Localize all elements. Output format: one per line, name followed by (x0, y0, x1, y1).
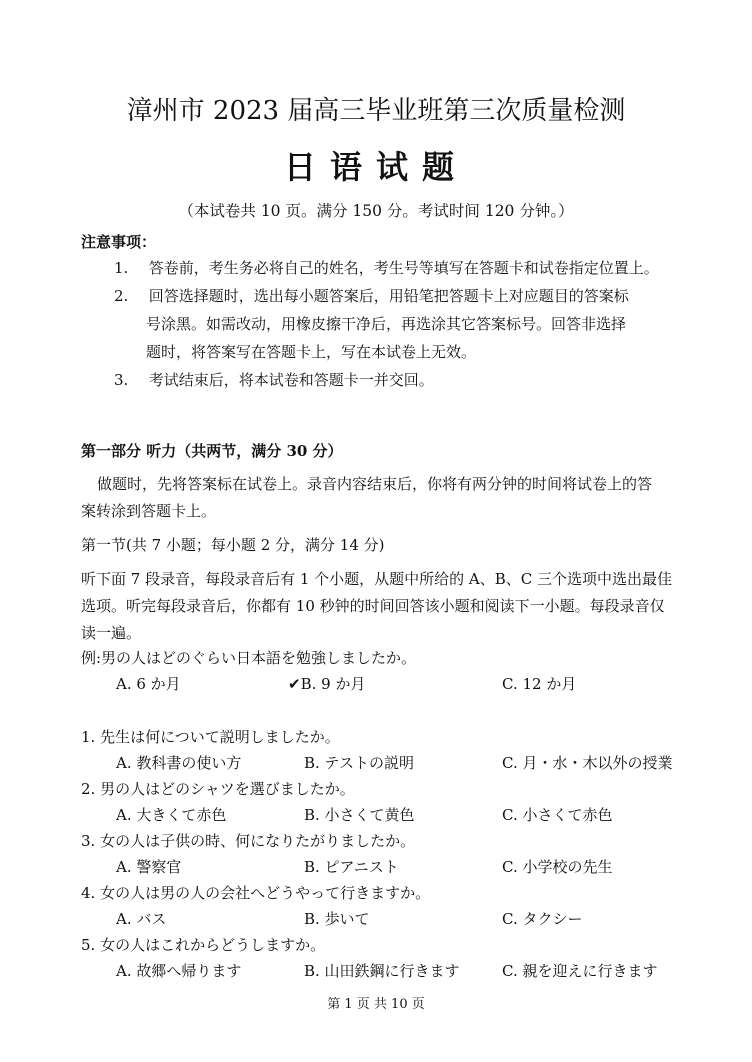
question-2-option-a: A. 大きくて赤色 (116, 806, 227, 824)
instruction-line: 选项。听完每段录音后，你都有 10 秒钟的时间回答该小题和阅读下一小题。每段录音仅 (81, 597, 665, 615)
question-4-option-b: B. 歩いて (304, 910, 370, 928)
section-heading: 第一节(共 7 小题；每小题 2 分，满分 14 分) (81, 536, 385, 554)
question-4: 4. 女の人は男の人の会社へどうやって行きますか。 (81, 884, 431, 902)
part1-intro-line: 案转涂到答题卡上。 (81, 502, 217, 520)
question-3-option-b: B. ピアニスト (304, 858, 399, 876)
notice-item-1 (114, 257, 659, 278)
question-1: 1. 先生は何について説明しましたか。 (81, 728, 340, 746)
notice-item-number: 3. (114, 371, 129, 389)
exam-title: 漳州市 2023 届高三毕业班第三次质量检测 (126, 96, 626, 126)
notice-item-2 (114, 285, 629, 306)
question-3: 3. 女の人は子供の時、何になりたがりましたか。 (81, 832, 416, 850)
checkmark-icon: ✔ (288, 675, 301, 693)
question-1-option-a: A. 教科書の使い方 (116, 754, 242, 772)
question-3-option-c: C. 小学校の先生 (502, 858, 613, 876)
notice-item-number: 2. (114, 287, 129, 305)
question-5-option-b: B. 山田鉄鋼に行きます (304, 962, 460, 980)
question-3-option-a: A. 警察官 (116, 858, 182, 876)
notice-item-3 (114, 369, 434, 390)
question-2-option-c: C. 小さくて赤色 (502, 806, 613, 824)
instruction-line: 听下面 7 段录音，每段录音后有 1 个小题，从题中所给的 A、B、C 三个选项中选出最佳 (81, 570, 673, 588)
notice-item-text: 答卷前，考生务必将自己的姓名，考生号等填写在答题卡和试卷指定位置上。 (148, 259, 659, 277)
question-4-option-a: A. バス (116, 910, 167, 928)
question-2-option-b: B. 小さくて黄色 (304, 806, 415, 824)
subject-title: 日语试题 (283, 148, 468, 186)
exam-info: （本试卷共 10 页。满分 150 分。考试时间 120 分钟。） (178, 202, 574, 220)
notice-heading: 注意事项： (81, 233, 157, 251)
page-footer: 第 1 页 共 10 页 (327, 997, 425, 1012)
question-4-option-c: C. タクシー (502, 910, 583, 928)
question-5: 5. 女の人はこれからどうしますか。 (81, 936, 326, 954)
notice-item-text: 考试结束后，将本试卷和答题卡一并交回。 (148, 371, 434, 389)
notice-item-text-continued: 题时，将答案写在答题卡上，写在本试卷上无效。 (146, 343, 477, 361)
question-5-option-a: A. 故郷へ帰ります (116, 962, 242, 980)
example-question: 例:男の人はどのぐらい日本語を勉強しましたか。 (81, 649, 417, 667)
example-option-c: C. 12 か月 (502, 675, 577, 693)
example-option-b-label: B. 9 か月 (300, 675, 366, 693)
notice-item-text-continued: 号涂黑。如需改动，用橡皮擦干净后，再选涂其它答案标号。回答非选择 (146, 315, 627, 333)
notice-item-text: 回答选择题时，选出每小题答案后，用铅笔把答题卡上对应题目的答案标 (148, 287, 629, 305)
question-5-option-c: C. 親を迎えに行きます (502, 962, 658, 980)
question-2: 2. 男の人はどのシャツを選びましたか。 (81, 780, 355, 798)
example-option-a: A. 6 か月 (116, 675, 181, 693)
notice-item-number: 1. (114, 259, 129, 277)
part1-intro-line: 做题时，先将答案标在试卷上。录音内容结束后，你将有两分钟的时间将试卷上的答 (97, 475, 653, 493)
question-1-option-c: C. 月・水・木以外の授業 (502, 754, 673, 772)
part1-heading: 第一部分 听力（共两节，满分 30 分） (81, 442, 343, 460)
instruction-line: 读一遍。 (81, 624, 142, 642)
example-option-b (288, 673, 365, 694)
question-1-option-b: B. テストの説明 (304, 754, 414, 772)
